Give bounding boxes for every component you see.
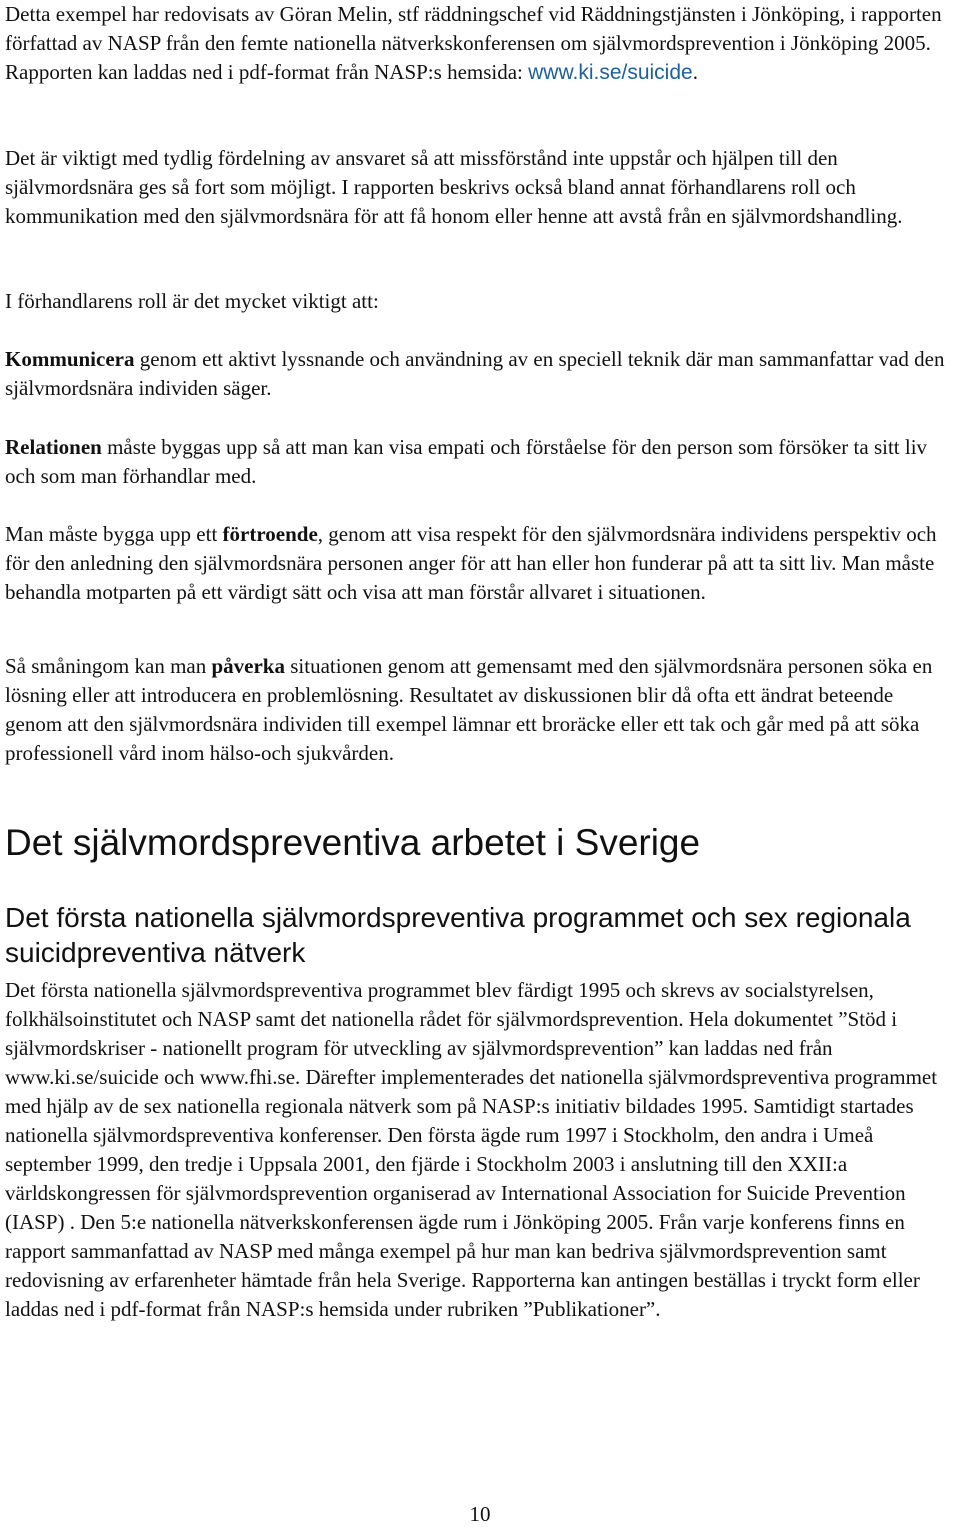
responsibility-paragraph: Det är viktigt med tydlig fördelning av ansvaret så att missförstånd inte uppstår och hjälpen till den självmordsnära ges så fort som möjligt. I rapporten beskrivs också bland annat förhandlarens roll och kommunikation med den självmordsnära för att få honom eller henne att avstå från en självmordshandling.: [5, 146, 903, 228]
section-heading: Det självmordspreventiva arbetet i Sverige: [5, 822, 701, 863]
national-program-paragraph: Det första nationella självmordspreventiva programmet blev färdigt 1995 och skrevs av socialstyrelsen, folkhälsoinstitutet och NASP samt det nationella rådet för självmordsprevention. Hela dokumentet ”Stöd i självmordskriser - nationellt program för utveckling av självmordsprevention” kan laddas ned från www.ki.se/suicide och www.fhi.se. Därefter implementerades det nationella självmordspreventiva programmet med hjälp av de sex nationella regionala nätverk som på NASP:s initiativ bildades 1995. Samtidigt startades nationella självmordspreventiva konferenser. Den första ägde rum 1997 i Stockholm, den andra i Umeå september 1999, den tredje i Uppsala 2001, den fjärde i Stockholm 2003 i anslutning till den XXII:a världskongressen för självmordsprevention organiserad av International Association for Suicide Prevention (IASP) . Den 5:e nationella nätverkskonferensen ägde rum i Jönköping 2005. Från varje konferens finns en rapport sammanfattad av NASP med många exempel på hur man kan bedriva självmordsprevention samt redovisning av erfarenheter hämtade från hela Sverige. Rapporterna kan antingen beställas i tryckt form eller laddas ned i pdf-format från NASP:s hemsida under rubriken ”Publikationer”.: [5, 978, 938, 1321]
influence-text: situationen genom att gemensamt med den självmordsnära personen söka en lösning eller att introducera en problemlösning. Resultatet av diskussionen blir då ofta ett ändrat beteende genom att den självmordsnära individen till exempel lämnar ett broräcke eller ett tak och går med på att söka professionell vård inom hälso-och sjukvården.: [5, 654, 933, 765]
communicate-paragraph: [5, 345, 953, 403]
influence-pre: Så småningom kan man: [5, 654, 212, 678]
trust-paragraph: [5, 520, 953, 607]
relation-keyword: Relationen: [5, 435, 102, 459]
trust-pre: Man måste bygga upp ett: [5, 522, 223, 546]
relation-text: måste byggas upp så att man kan visa empati och förståelse för den person som försöker ta sitt liv och som man förhandlar med.: [5, 435, 928, 488]
intro-text: Detta exempel har redovisats av Göran Melin, stf räddningschef vid Räddningstjänsten i Jönköping, i rapporten författad av NASP från den femte nationella nätverkskonferensen om självmordsprevention i Jönköping 2005. Rapporten kan laddas ned i pdf-format från NASP:s hemsida:: [5, 2, 942, 84]
communicate-keyword: Kommunicera: [5, 347, 135, 371]
relation-paragraph: [5, 433, 953, 491]
intro-period: .: [692, 60, 698, 84]
subsection-heading: Det första nationella självmordspreventiva programmet och sex regionala suicidpreventiva nätverk: [5, 902, 911, 968]
trust-text: , genom att visa respekt för den självmordsnära individens perspektiv och för den anledning den självmordsnära personen anger för att han eller hon funderar på att ta sitt liv. Man måste behandla motparten på ett värdigt sätt och visa att man förstår allvaret i situationen.: [5, 522, 937, 604]
trust-keyword: förtroende: [222, 522, 318, 546]
negotiator-role-intro: I förhandlarens roll är det mycket viktigt att:: [5, 289, 379, 313]
ki-suicide-link[interactable]: www.ki.se/suicide: [528, 61, 693, 84]
influence-paragraph: [5, 652, 953, 768]
intro-paragraph: [5, 0, 953, 87]
page-number: 10: [469, 1502, 491, 1526]
communicate-text: genom ett aktivt lyssnande och användning av en speciell teknik där man sammanfattar vad den självmordsnära individen säger.: [5, 347, 945, 400]
influence-keyword: påverka: [211, 654, 285, 678]
